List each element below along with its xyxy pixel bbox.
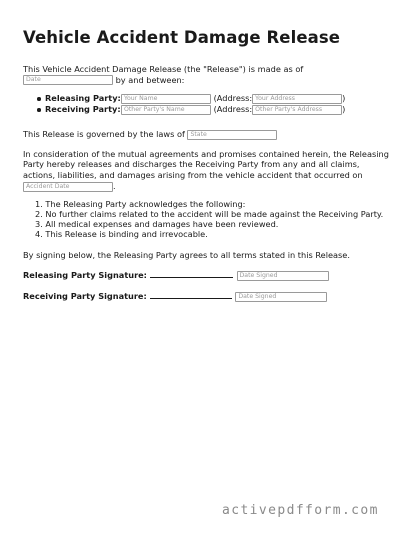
term-item: 3. All medical expenses and damages have been reviewed. bbox=[35, 218, 279, 229]
receiving-party-label: Receiving Party: bbox=[45, 104, 121, 114]
consideration-paragraph bbox=[23, 149, 393, 181]
parties-list bbox=[23, 93, 393, 115]
releasing-signature-row bbox=[23, 269, 393, 281]
receiving-party-address-label: (Address: bbox=[213, 104, 253, 114]
document-title: Vehicle Accident Damage Release bbox=[23, 28, 341, 47]
releasing-party-item bbox=[45, 93, 393, 104]
releasing-party-address-label: (Address: bbox=[213, 93, 253, 103]
receiving-signature-row bbox=[23, 290, 393, 302]
releasing-signature-line[interactable] bbox=[150, 269, 233, 278]
receiving-date-signed-field[interactable]: Date Signed bbox=[235, 292, 327, 302]
releasing-party-label: Releasing Party: bbox=[45, 93, 121, 103]
term-item: 1. The Releasing Party acknowledges the following: bbox=[35, 198, 246, 209]
governing-law-text: This Release is governed by the laws of bbox=[23, 129, 185, 139]
receiving-party-address-field[interactable]: Other Party's Address bbox=[252, 105, 342, 115]
accident-date-field[interactable]: Accident Date bbox=[23, 182, 113, 192]
accident-date-period: . bbox=[113, 181, 116, 191]
intro-line-2 bbox=[23, 75, 393, 86]
releasing-party-name-field[interactable]: Your Name bbox=[121, 94, 211, 104]
receiving-signature-label: Receiving Party Signature: bbox=[23, 291, 147, 301]
releasing-party-close: ) bbox=[342, 93, 346, 103]
term-item: 2. No further claims related to the accident will be made against the Receiving Party. bbox=[35, 208, 384, 219]
agreement-paragraph: By signing below, the Releasing Party agrees to all terms stated in this Release. bbox=[23, 249, 350, 260]
release-document bbox=[23, 27, 393, 302]
receiving-party-item bbox=[45, 104, 393, 115]
intro-text-continued: by and between: bbox=[115, 74, 185, 85]
receiving-signature-line[interactable] bbox=[150, 290, 232, 299]
terms-list bbox=[23, 199, 393, 239]
releasing-date-signed-field[interactable]: Date Signed bbox=[237, 271, 329, 281]
intro-paragraph bbox=[23, 64, 393, 75]
governing-law-paragraph bbox=[23, 129, 393, 140]
releasing-party-address-field[interactable]: Your Address bbox=[252, 94, 342, 104]
receiving-party-name-field[interactable]: Other Party's Name bbox=[121, 105, 211, 115]
state-field[interactable]: State bbox=[187, 130, 277, 140]
intro-text: This Vehicle Accident Damage Release (the "Release") is made as of bbox=[23, 64, 304, 74]
consideration-text: In consideration of the mutual agreements and promises contained herein, the Releasing Party hereby releases and discharges the Receiving Party from any and all claims, actions, liabilities, and damages arising from the vehicle accident that occurred on bbox=[23, 148, 389, 180]
watermark-text: activepdfform.com bbox=[222, 503, 379, 518]
receiving-party-close: ) bbox=[342, 104, 346, 114]
term-item: 4. This Release is binding and irrevocable. bbox=[35, 228, 208, 239]
releasing-signature-label: Releasing Party Signature: bbox=[23, 270, 147, 280]
accident-date-line bbox=[23, 181, 393, 192]
release-date-field[interactable]: Date bbox=[23, 75, 113, 85]
